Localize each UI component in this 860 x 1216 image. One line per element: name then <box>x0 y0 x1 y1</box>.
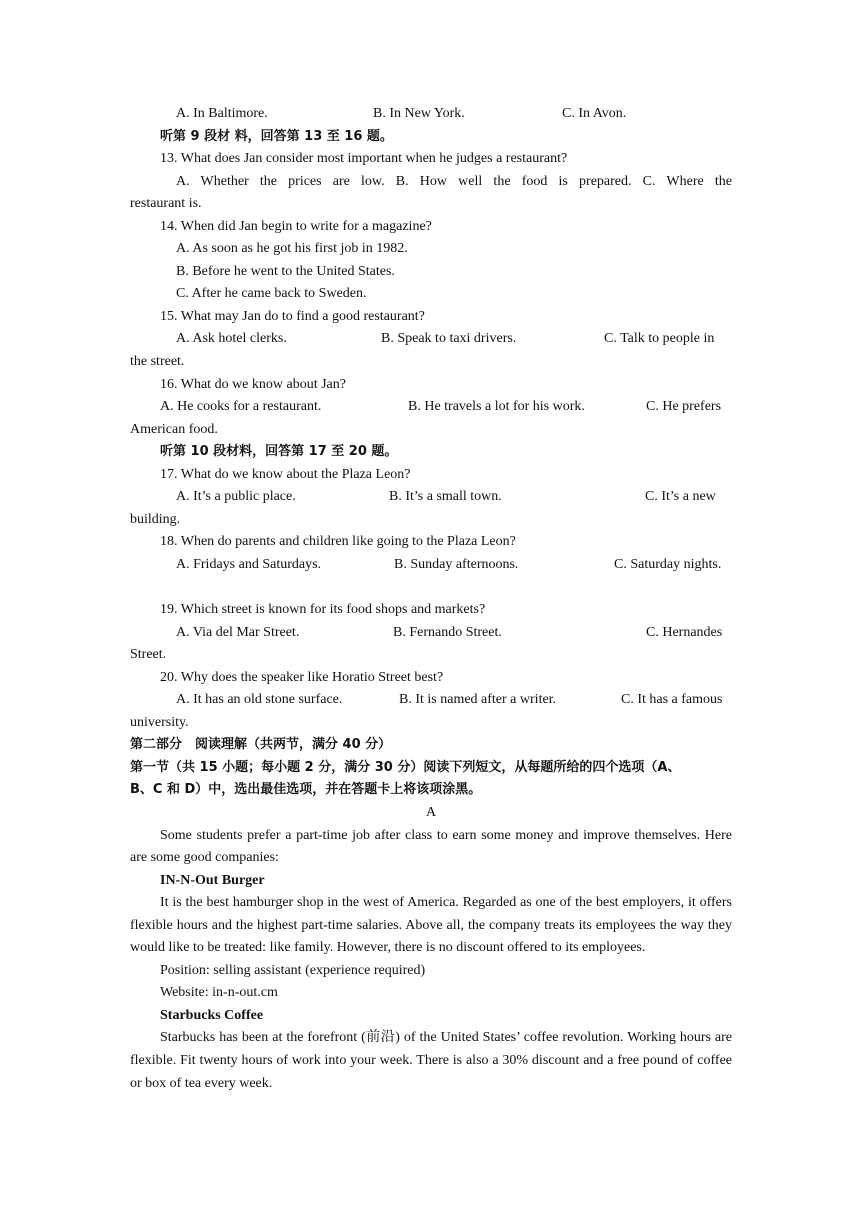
q15-wrap: the street. <box>130 354 185 370</box>
q17-wrap: building. <box>130 511 181 527</box>
q17-option-c: C. It’s a new <box>645 489 716 505</box>
q17-options <box>130 486 732 509</box>
company2-description: Starbucks has been at the forefront (前沿) of the United States’ coffee revolution. Working hours are flexible. Fit twenty hours of work into your week. There is also a 30% discount and a free pound of coffee or box of tea every week. <box>130 1030 732 1091</box>
q15-option-b: B. Speak to taxi drivers. <box>381 331 517 347</box>
q16-option-c: C. He prefers <box>646 399 722 415</box>
q14-stem: 14. When did Jan begin to write for a magazine? <box>160 218 432 234</box>
company1-name: IN-N-Out Burger <box>160 872 265 888</box>
q17-option-b: B. It’s a small town. <box>389 489 502 505</box>
q15-option-c: C. Talk to people in <box>604 331 715 347</box>
q13-stem: 13. What does Jan consider most important when he judges a restaurant? <box>160 151 568 167</box>
q19-options <box>130 622 732 645</box>
q18-option-a: A. Fridays and Saturdays. <box>176 556 322 572</box>
section10-heading: 听第 10 段材料，回答第 17 至 20 题。 <box>160 444 398 460</box>
passage-label: A <box>425 804 437 820</box>
q16-stem: 16. What do we know about Jan? <box>160 376 346 392</box>
q15-option-a: A. Ask hotel clerks. <box>176 331 287 347</box>
q20-option-c: C. It has a famous <box>621 692 723 708</box>
q15-options <box>130 328 732 351</box>
company1-description: It is the best hamburger shop in the west of America. Regarded as one of the best employers, it offers flexible hours and the highest part-time salaries. Above all, the company treats its employees the way they would like to be treated: like family. However, there is no discount offered to its employees. <box>130 895 732 956</box>
q13-options: A. Whether the prices are low. B. How well the food is prepared. C. Where the <box>176 173 732 189</box>
q12-options <box>130 103 732 126</box>
q20-stem: 20. Why does the speaker like Horatio Street best? <box>160 669 444 685</box>
q12-option-c: C. In Avon. <box>562 106 627 121</box>
section9-heading: 听第 9 段材 料，回答第 13 至 16 题。 <box>160 128 393 144</box>
q19-stem: 19. Which street is known for its food shops and markets? <box>160 602 486 618</box>
passage-intro: Some students prefer a part-time job after class to earn some money and improve themselves. Here are some good companies: <box>130 827 732 866</box>
q16-wrap: American food. <box>130 421 218 437</box>
page-content <box>130 103 732 1095</box>
q14-option-c: C. After he came back to Sweden. <box>176 286 367 302</box>
company2-name: Starbucks Coffee <box>160 1007 264 1023</box>
q19-wrap: Street. <box>130 647 167 663</box>
section1-heading-line1: 第一节（共 15 小题；每小题 2 分，满分 30 分）阅读下列短文，从每题所给的四个选项（A、 <box>130 759 681 775</box>
company1-position: Position: selling assistant (experience required) <box>160 962 426 978</box>
q13-wrap: restaurant is. <box>130 196 202 212</box>
q19-option-c: C. Hernandes <box>646 624 723 640</box>
q19-option-a: A. Via del Mar Street. <box>176 624 300 640</box>
q19-option-b: B. Fernando Street. <box>393 624 502 640</box>
q20-options <box>130 689 732 712</box>
q18-option-b: B. Sunday afternoons. <box>394 556 519 572</box>
q17-option-a: A. It’s a public place. <box>176 489 296 505</box>
q18-stem: 18. When do parents and children like going to the Plaza Leon? <box>160 534 516 550</box>
q20-option-a: A. It has an old stone surface. <box>176 692 343 708</box>
q16-option-a: A. He cooks for a restaurant. <box>160 399 322 415</box>
part2-heading: 第二部分 阅读理解（共两节，满分 40 分） <box>130 737 392 753</box>
company1-website: Website: in-n-out.cm <box>160 985 278 1001</box>
q18-options <box>130 554 732 577</box>
q12-option-b: B. In New York. <box>373 106 465 121</box>
q20-wrap: university. <box>130 714 189 730</box>
q18-option-c: C. Saturday nights. <box>614 556 722 572</box>
q16-options <box>130 396 732 419</box>
q12-option-a: A. In Baltimore. <box>176 106 268 121</box>
q16-option-b: B. He travels a lot for his work. <box>408 399 585 415</box>
blank-line <box>130 576 732 599</box>
q15-stem: 15. What may Jan do to find a good restaurant? <box>160 308 425 324</box>
q17-stem: 17. What do we know about the Plaza Leon? <box>160 466 411 482</box>
q14-option-a: A. As soon as he got his first job in 1982. <box>176 241 408 257</box>
q14-option-b: B. Before he went to the United States. <box>176 263 395 279</box>
section1-heading-line2: B、C 和 D）中，选出最佳选项，并在答题卡上将该项涂黑。 <box>130 782 482 798</box>
q20-option-b: B. It is named after a writer. <box>399 692 557 708</box>
